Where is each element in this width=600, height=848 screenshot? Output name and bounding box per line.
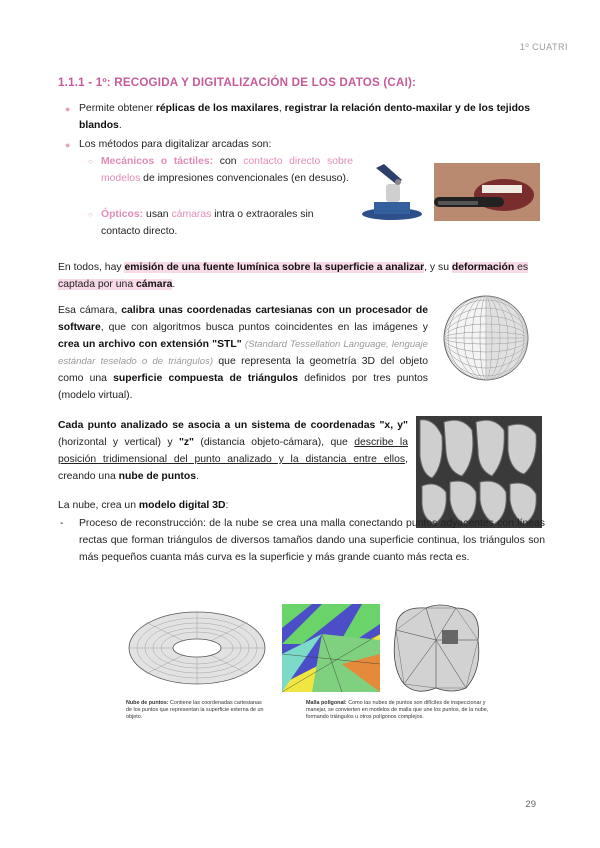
p1-bold-b: deformación bbox=[451, 262, 515, 273]
caption-point-cloud bbox=[126, 700, 266, 721]
mechanical-scanner-photo bbox=[356, 162, 428, 222]
p3-bold-c: nube de puntos bbox=[118, 471, 197, 482]
caption-1-bold: Nube de puntos: bbox=[126, 700, 169, 706]
p1-end: . bbox=[172, 279, 176, 290]
p1-mid: , y su bbox=[424, 262, 452, 273]
section-title: 1.1.1 - 1º: RECOGIDA Y DIGITALIZACIÓN DE LOS DATOS (CAI): bbox=[58, 76, 417, 89]
round-bullet-icon: ● bbox=[65, 104, 71, 114]
p2-bold-c: superficie compuesta de triángulos bbox=[113, 373, 299, 384]
teeth-point-cloud-image bbox=[416, 416, 542, 528]
bullet-1-bold-a: réplicas de los maxilares bbox=[155, 103, 279, 114]
bullet-1-sep: , bbox=[278, 103, 285, 114]
p1-bold-c: cámara bbox=[136, 279, 173, 290]
bullet-1-end: . bbox=[118, 120, 122, 131]
torus-point-cloud-image bbox=[126, 608, 268, 688]
bullet-1-bold-b: registrar la relación dento-maxilar y de los tejidos blandos bbox=[79, 103, 531, 131]
bullet-1 bbox=[79, 100, 549, 134]
p1-bold-a: emisión de una fuente lumínica sobre la superficie a analizar bbox=[124, 262, 425, 273]
p1-mid2: es captada por una bbox=[58, 262, 529, 290]
bullet-1-text: Permite obtener bbox=[79, 103, 156, 114]
p3-underline: describe la posición tridimensional del punto analizado y la distancia entre ellos bbox=[58, 437, 409, 465]
p4-text: La nube, crea un bbox=[58, 500, 139, 511]
hollow-circle-icon: ○ bbox=[88, 210, 93, 219]
subbullet-mechanical bbox=[101, 153, 353, 187]
mechanical-highlight: contacto directo sobre modelos bbox=[101, 156, 354, 184]
p3-mid: (horizontal y vertical) y bbox=[58, 437, 179, 448]
course-header: 1º CUATRI bbox=[519, 42, 568, 52]
p2-text: Esa cámara, bbox=[58, 305, 122, 316]
p2-end: definidos por tres puntos (modelo virtual). bbox=[58, 373, 428, 401]
paragraph-digital-model bbox=[58, 497, 408, 514]
mechanical-label: Mecánicos o táctiles: bbox=[101, 156, 214, 167]
caption-1-text: Contiene las coordenadas cartesianas de los puntos que representan la superficie externa de un objeto. bbox=[126, 700, 264, 720]
p1-text: En todos, hay bbox=[58, 262, 125, 273]
dash-marker: - bbox=[60, 518, 64, 529]
caption-polygon-mesh bbox=[306, 700, 506, 721]
p3-bold-a: Cada punto analizado se asocia a un sistema de coordenadas "x, y" bbox=[58, 420, 408, 431]
p2-mid: , que con algoritmos busca puntos coincidentes en las imágenes y bbox=[100, 322, 428, 333]
molar-mesh-image bbox=[386, 600, 486, 696]
paragraph-light-emission bbox=[58, 259, 544, 293]
p2-bold-b: crea un archivo con extensión "STL" bbox=[58, 339, 242, 350]
p2-bold-a: calibra unas coordenadas cartesianas con un procesador de software bbox=[58, 305, 428, 333]
paragraph-camera-calibration bbox=[58, 302, 428, 404]
optical-scan-photo bbox=[434, 163, 540, 221]
p3-bold-b: "z" bbox=[178, 437, 194, 448]
p3-mid2: (distancia objeto-cámara), que bbox=[194, 437, 355, 448]
caption-2-text: Como las nubes de puntos son difíciles de inspeccionar y manejar, se convierten en modelos de malla que une los puntos, de la nube, formando triángulos u otros polígonos complejos. bbox=[306, 700, 489, 720]
p4-end: : bbox=[225, 500, 229, 511]
optical-rest: intra o extraorales sin contacto directo. bbox=[101, 209, 314, 237]
bullet-2: Los métodos para digitalizar arcadas son: bbox=[79, 139, 272, 150]
p2-mid2: que representa la geometría 3D del objeto como una bbox=[58, 356, 428, 384]
round-bullet-icon: ● bbox=[65, 140, 71, 150]
subbullet-optical bbox=[101, 206, 353, 240]
optical-pre: usan bbox=[143, 209, 172, 220]
wireframe-sphere-image bbox=[442, 294, 530, 382]
mechanical-pre: con bbox=[213, 156, 244, 167]
p2-italic: (Standard Tessellation Language, lenguaje estándar teselado o de triángulos) bbox=[58, 339, 428, 367]
paragraph-coordinates bbox=[58, 417, 408, 485]
mechanical-rest: de impresiones convencionales (en desuso). bbox=[140, 173, 349, 184]
p3-mid3: , creando una bbox=[58, 454, 408, 482]
polygon-mesh-colored-image bbox=[282, 604, 380, 692]
caption-2-bold: Malla poligonal: bbox=[306, 700, 347, 706]
p4-bold: modelo digital 3D bbox=[138, 500, 226, 511]
p3-end: . bbox=[196, 471, 199, 482]
hollow-circle-icon: ○ bbox=[88, 157, 93, 166]
page-number: 29 bbox=[525, 799, 536, 810]
reconstruction-process: Proceso de reconstrucción: de la nube se crea una malla conectando puntos adyacentes con líneas rectas que forman triángulos de diversos tamaños dando una superficie continua, los triángulos son más pequeños cuanta más curva es la superficie y más grande cuanto más recta es. bbox=[79, 518, 545, 563]
optical-highlight: cámaras bbox=[171, 209, 212, 220]
optical-label: Ópticos: bbox=[101, 209, 144, 220]
